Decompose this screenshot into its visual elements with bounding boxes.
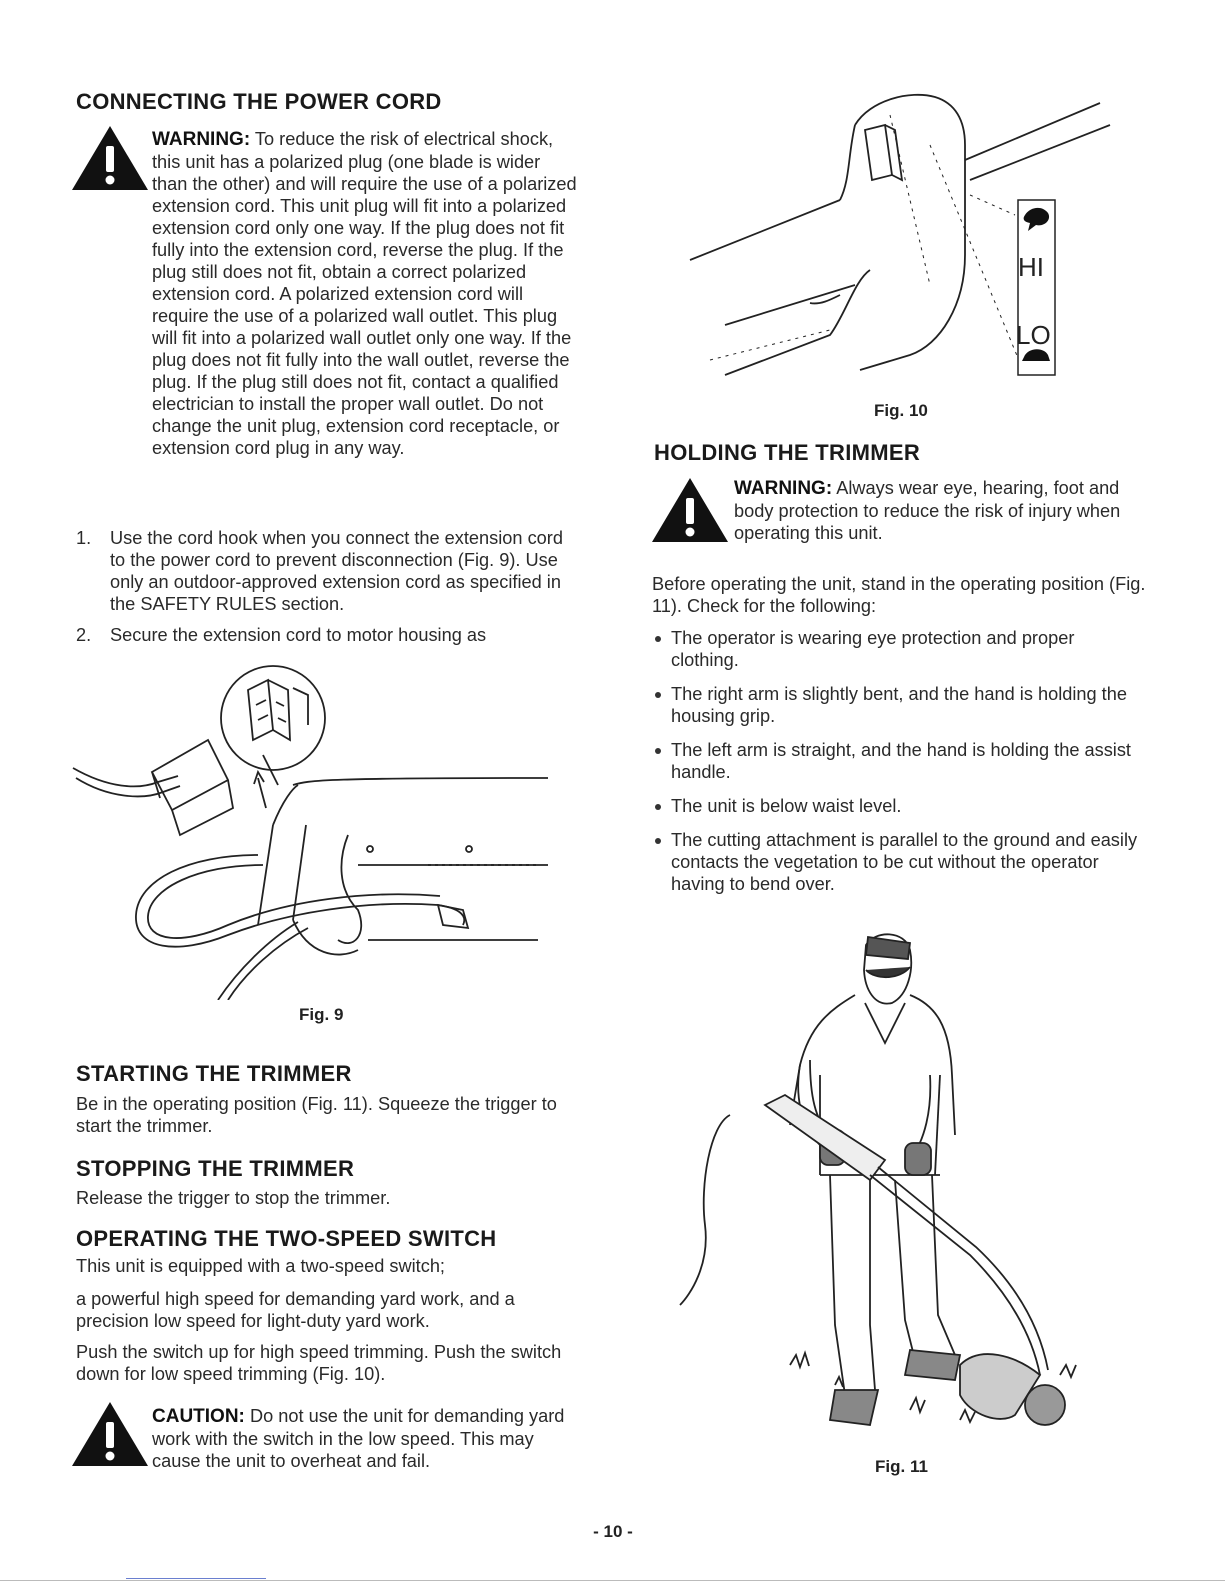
- warning-triangle-icon: [70, 124, 150, 194]
- power-cord-warning: [152, 128, 577, 459]
- bottom-divider: [0, 1580, 1225, 1581]
- list-item: The unit is below waist level.: [652, 795, 1142, 817]
- stopping-text: Release the trigger to stop the trimmer.: [76, 1188, 391, 1208]
- switch-lo-label: LO: [1016, 320, 1051, 350]
- connection-steps: [76, 527, 571, 655]
- warning-label: WARNING:: [734, 478, 833, 499]
- two-speed-p1: This unit is equipped with a two-speed switch;: [76, 1256, 445, 1276]
- section-heading-holding: HOLDING THE TRIMMER: [654, 440, 921, 465]
- caution-label: CAUTION:: [152, 1406, 245, 1427]
- switch-hi-label: HI: [1018, 252, 1044, 282]
- section-heading-two-speed: OPERATING THE TWO-SPEED SWITCH: [76, 1226, 497, 1251]
- list-item: The operator is wearing eye protection and proper clothing.: [652, 627, 1142, 671]
- fig10-caption: Fig. 10: [874, 401, 928, 420]
- list-item: The right arm is slightly bent, and the hand is holding the housing grip.: [652, 683, 1142, 727]
- starting-text: Be in the operating position (Fig. 11). Squeeze the trigger to start the trimmer.: [76, 1094, 557, 1136]
- section-heading-starting: STARTING THE TRIMMER: [76, 1061, 352, 1086]
- warning-label: WARNING:: [152, 129, 251, 150]
- list-item: 1. Use the cord hook when you connect the extension cord to the power cord to prevent disconnection (Fig. 9). Use only an outdoor-approved extension cord as specified in the SAFETY RULES section.: [76, 528, 563, 614]
- fig11-caption: Fig. 11: [875, 1457, 928, 1476]
- holding-intro: Before operating the unit, stand in the operating position (Fig. 11). Check for the following:: [652, 574, 1146, 616]
- fig9-cord-hook-illustration: [68, 660, 558, 1000]
- section-heading-stopping: STOPPING THE TRIMMER: [76, 1156, 355, 1181]
- two-speed-p3: Push the switch up for high speed trimming. Push the switch down for low speed trimming (Fig. 10).: [76, 1342, 562, 1384]
- list-item: 2. Secure the extension cord to motor housing as: [76, 625, 487, 645]
- holding-checklist: [652, 627, 1142, 907]
- warning-triangle-icon: [650, 476, 730, 546]
- list-item: The left arm is straight, and the hand is holding the assist handle.: [652, 739, 1142, 783]
- fig10-switch-illustration: [680, 85, 1120, 395]
- page-number: - 10 -: [593, 1522, 633, 1541]
- two-speed-p2: a powerful high speed for demanding yard work, and a precision low speed for light-duty yard work.: [76, 1289, 515, 1331]
- list-item: The cutting attachment is parallel to the ground and easily contacts the vegetation to be cut without the operator having to bend over.: [652, 829, 1142, 895]
- fig11-operator-illustration: [670, 925, 1090, 1450]
- warning-text: To reduce the risk of electrical shock, this unit has a polarized plug (one blade is wider than the other) and will require the use of a polarized extension cord. This unit plug will fit into a polarized extension cord only one way. If the plug does not fit fully into the extension cord, reverse the plug. If the plug still does not fit, obtain a correct polarized extension cord. A polarized extension cord will require the use of a polarized wall outlet. This plug will fit into a polarized wall outlet only one way. If the plug does not fit fully into the wall outlet, reverse the plug. If the plug still does not fit, contact a qualified electrician to install the proper wall outlet. Do not change the unit plug, extension cord receptacle, or extension cord plug in any way.: [152, 129, 577, 458]
- caution-triangle-icon: [70, 1400, 150, 1470]
- section-heading-power-cord: CONNECTING THE POWER CORD: [76, 89, 442, 114]
- holding-warning: [734, 477, 1134, 544]
- caution-text: Do not use the unit for demanding yard work with the switch in the low speed. This may cause the unit to overheat and fail.: [152, 1406, 565, 1471]
- footer-link-underline: [126, 1578, 266, 1579]
- two-speed-caution: [152, 1405, 582, 1472]
- fig9-caption: Fig. 9: [299, 1005, 344, 1024]
- warning-text: Always wear eye, hearing, foot and body protection to reduce the risk of injury when operating this unit.: [734, 478, 1121, 543]
